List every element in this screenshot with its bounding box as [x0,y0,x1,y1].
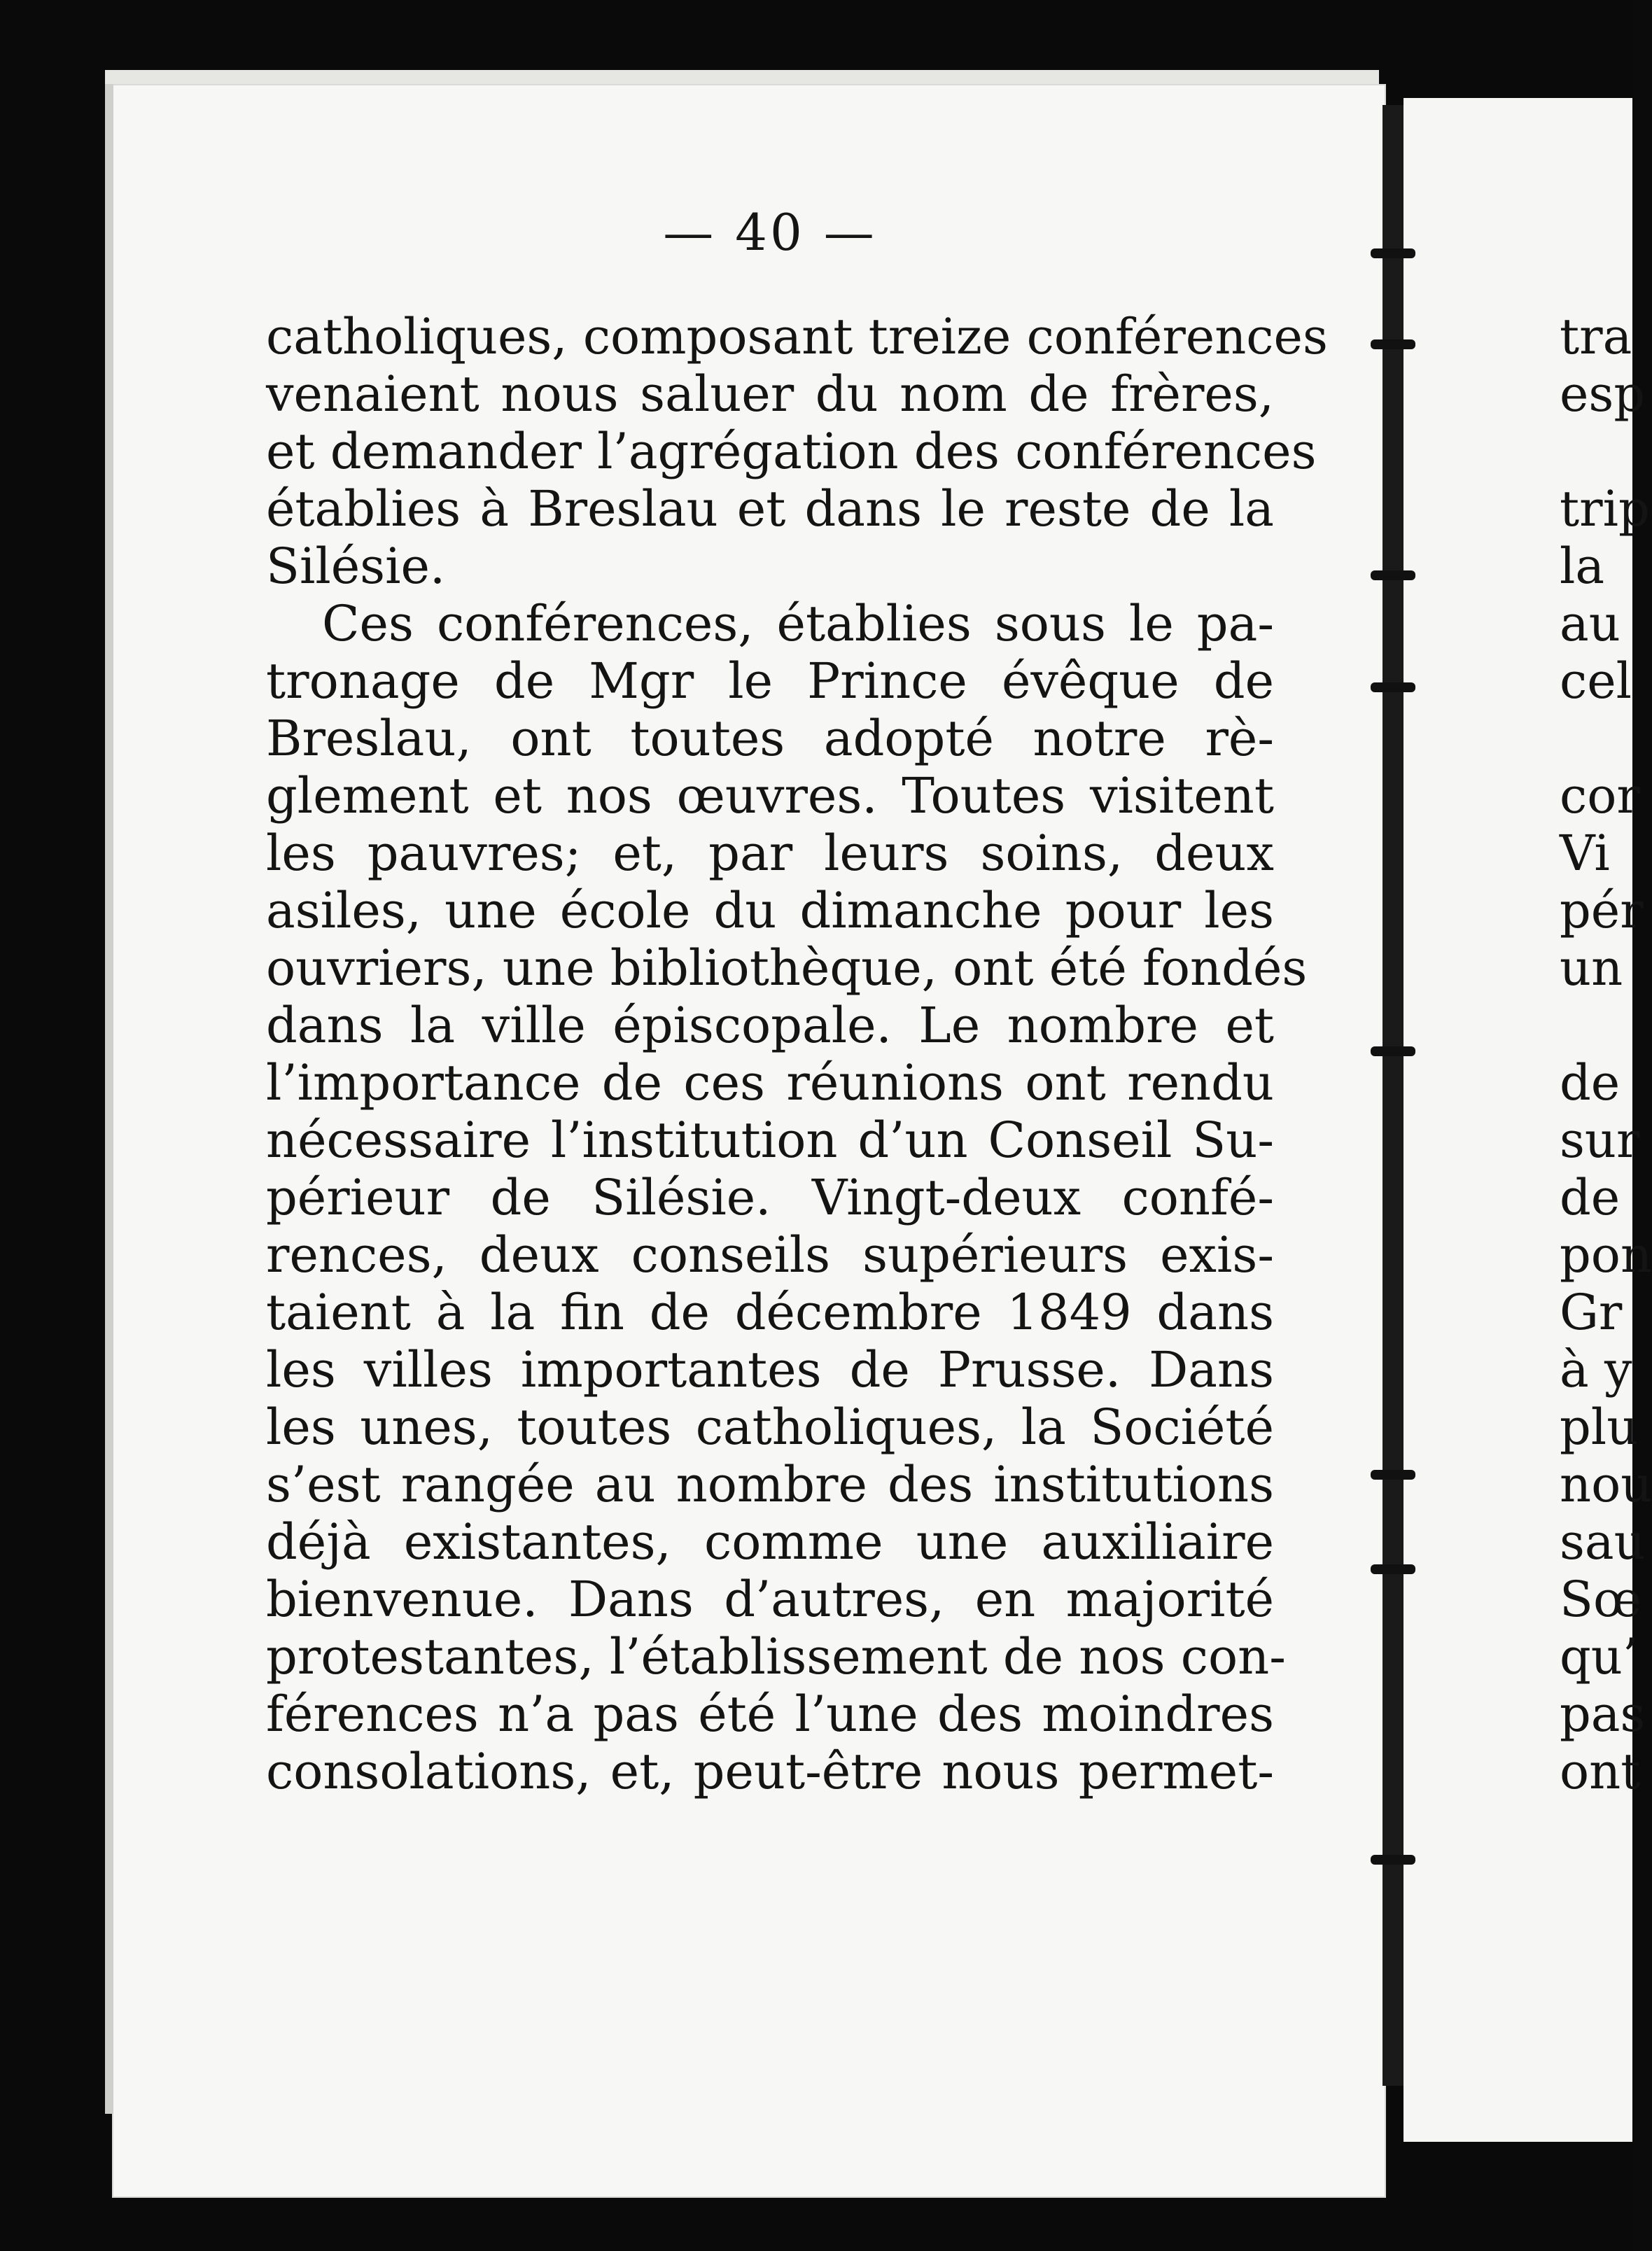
facing-text-line: qu’ [1560,1628,1639,1685]
text-line: les unes, toutes catholiques, la Société [266,1398,1274,1456]
text-line: nécessaire l’institution d’un Conseil Su- [266,1112,1274,1169]
facing-text-line: Sœ [1560,1571,1642,1628]
text-line: taient à la fin de décembre 1849 dans [266,1284,1274,1341]
binding-stitch [1371,570,1415,580]
facing-text-line: cel [1560,652,1632,710]
facing-text-line: un [1560,939,1623,997]
paragraph-start-line: Ces conférences, établies sous le pa- [322,595,1274,652]
facing-text-line: Vi [1560,825,1610,882]
text-line: Silésie. [266,538,446,595]
binding-stitch [1371,1855,1415,1865]
facing-text-line: plu [1560,1398,1639,1456]
facing-text-line: de [1560,1169,1620,1226]
page-number: — 40 — [663,203,877,262]
text-line: glement et nos œuvres. Toutes visitent [266,767,1274,825]
facing-text-line: esp [1560,365,1646,423]
facing-text-line [1560,423,1632,480]
facing-text-line: à y [1560,1341,1632,1398]
body-text [266,308,1328,1800]
binding-stitch [1371,682,1415,692]
facing-text-line [1560,710,1632,767]
facing-text-line: Gr [1560,1284,1623,1341]
text-line: asiles, une école du dimanche pour les [266,882,1274,939]
facing-text-line: ont [1560,1743,1641,1800]
text-line: Breslau, ont toutes adopté notre rè- [266,710,1274,767]
binding-stitch [1371,248,1415,258]
text-line: catholiques, composant treize conférences [266,308,1328,365]
binding-stitch [1371,1046,1415,1056]
facing-text-line: nou [1560,1456,1652,1513]
text-line: protestantes, l’établissement de nos con- [266,1628,1286,1685]
text-line: et demander l’agrégation des conférences [266,423,1317,480]
page-left-edge [105,84,113,2114]
binding-stitch [1371,1470,1415,1480]
facing-text-line: sau [1560,1513,1646,1571]
facing-text-line: sur [1560,1112,1640,1169]
text-line: déjà existantes, comme une auxiliaire [266,1513,1274,1571]
facing-text-line: pon [1560,1226,1652,1284]
text-line: établies à Breslau et dans le reste de la [266,480,1274,538]
text-line: les pauvres; et, par leurs soins, deux [266,825,1274,882]
facing-text-line: trip [1560,480,1650,538]
text-line: tronage de Mgr le Prince évêque de [266,652,1274,710]
facing-text-line: tra [1560,308,1632,365]
text-line: les villes importantes de Prusse. Dans [266,1341,1274,1398]
text-line: dans la ville épiscopale. Le nombre et [266,997,1274,1054]
text-line: s’est rangée au nombre des institutions [266,1456,1274,1513]
facing-text-line: cor [1560,767,1640,825]
facing-text-line: pas [1560,1685,1646,1743]
text-line: l’importance de ces réunions ont rendu [266,1054,1274,1112]
facing-text-line: la [1560,538,1605,595]
text-line: bienvenue. Dans d’autres, en majorité [266,1571,1274,1628]
text-line: périeur de Silésie. Vingt-deux confé- [266,1169,1274,1226]
binding-stitch [1371,339,1415,349]
facing-text-line [1560,997,1632,1054]
text-line: ouvriers, une bibliothèque, ont été fondés [266,939,1308,997]
facing-text-line: de [1560,1054,1620,1112]
facing-page-text [1560,308,1652,1800]
book-gutter [1382,105,1404,2086]
text-line: venaient nous saluer du nom de frères, [266,365,1274,423]
facing-text-line: au [1560,595,1620,652]
binding-stitch [1371,1564,1415,1574]
text-line: consolations, et, peut-être nous permet- [266,1743,1274,1800]
text-line: rences, deux conseils supérieurs exis- [266,1226,1274,1284]
text-line: férences n’a pas été l’une des moindres [266,1685,1274,1743]
facing-text-line: pér [1560,882,1644,939]
